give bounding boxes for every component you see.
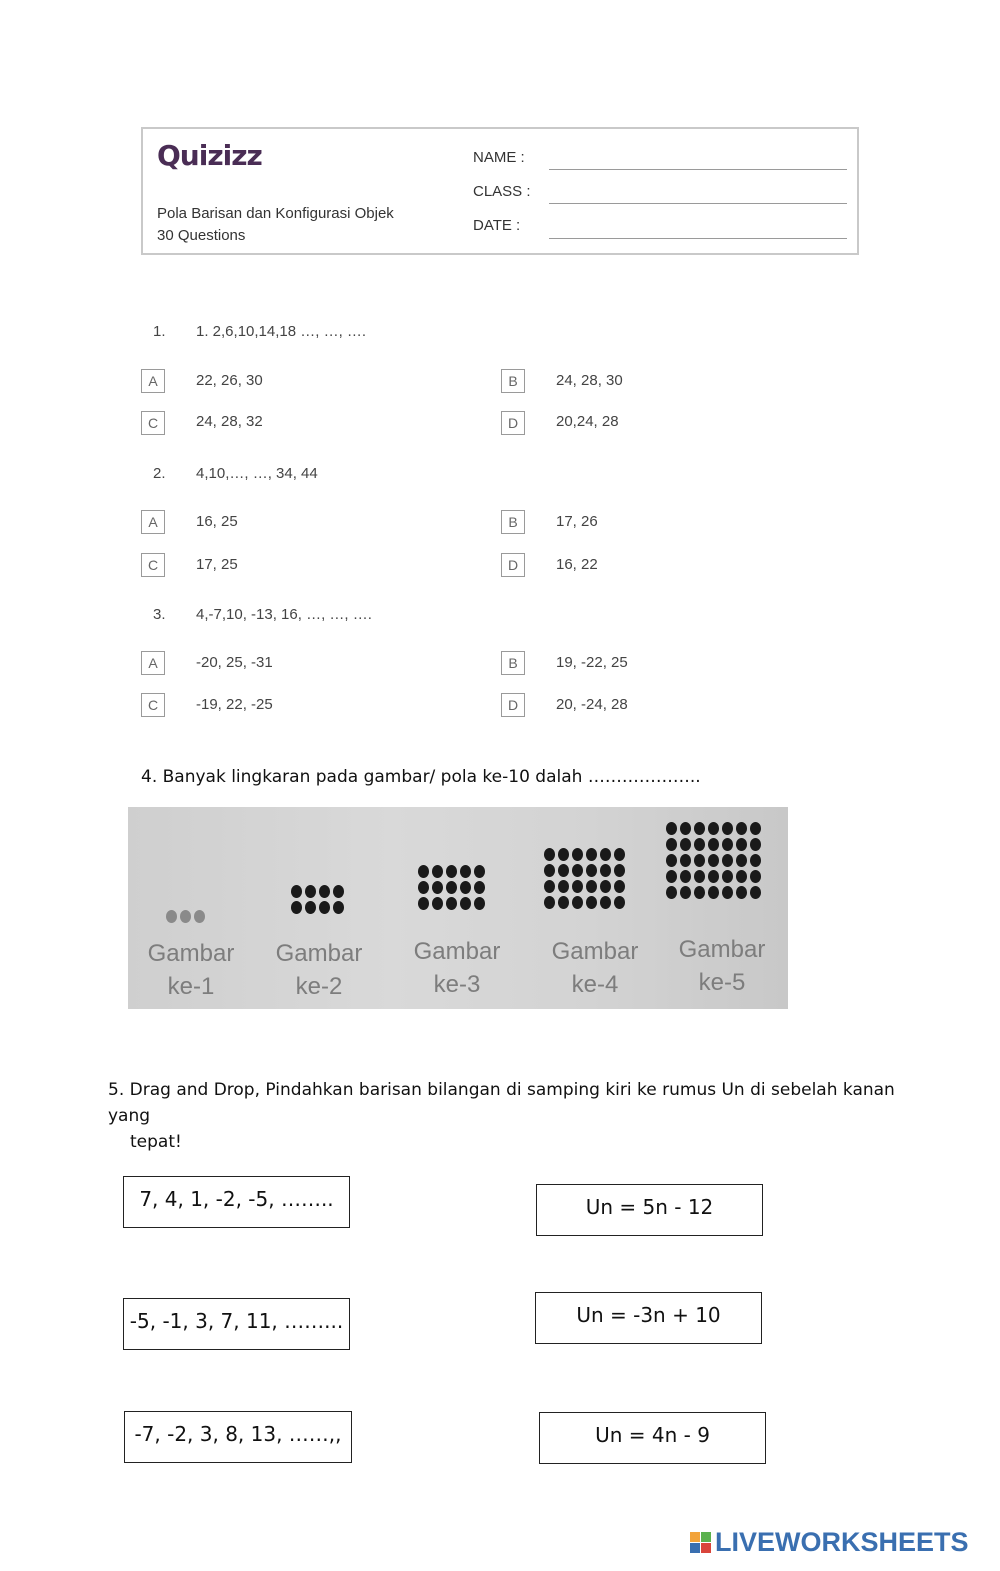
circle-dot <box>558 848 569 861</box>
quiz-title: Pola Barisan dan Konfigurasi Objek <box>157 205 394 222</box>
option-b-box[interactable]: B <box>501 369 525 393</box>
circle-dot <box>194 910 205 923</box>
circle-dot <box>319 885 330 898</box>
name-field[interactable] <box>549 169 847 170</box>
option-a-text: 22, 26, 30 <box>196 372 263 389</box>
circle-dot <box>600 880 611 893</box>
option-a-box[interactable]: A <box>141 369 165 393</box>
option-b-box[interactable]: B <box>501 651 525 675</box>
circle-dot <box>614 848 625 861</box>
circle-dot <box>558 896 569 909</box>
circle-dot <box>544 864 555 877</box>
circle-dot <box>432 865 443 878</box>
circle-dot <box>666 886 677 899</box>
option-c-box[interactable]: C <box>141 553 165 577</box>
circle-dot <box>432 881 443 894</box>
circle-dot <box>446 897 457 910</box>
circle-dot <box>736 870 747 883</box>
quiz-header-card <box>141 127 859 255</box>
circle-dot <box>614 880 625 893</box>
circle-dot <box>722 822 733 835</box>
option-d-box[interactable]: D <box>501 693 525 717</box>
circle-dot <box>446 865 457 878</box>
circle-dot <box>474 881 485 894</box>
question-5-text: 5. Drag and Drop, Pindahkan barisan bilangan di samping kiri ke rumus Un di sebelah kanan yang tepat! <box>108 1080 895 1152</box>
circle-dot <box>736 854 747 867</box>
circle-dot <box>572 880 583 893</box>
circle-dot <box>418 881 429 894</box>
circle-dot <box>460 897 471 910</box>
circle-dot <box>708 838 719 851</box>
circle-dot <box>600 864 611 877</box>
circle-dot <box>180 910 191 923</box>
option-a-box[interactable]: A <box>141 510 165 534</box>
circle-dot <box>166 910 177 923</box>
option-b-text: 19, -22, 25 <box>556 654 628 671</box>
circle-dot <box>558 880 569 893</box>
pattern-4-dots <box>544 848 625 909</box>
circle-dot <box>680 854 691 867</box>
circle-dot <box>722 870 733 883</box>
circle-dot <box>666 870 677 883</box>
circle-dot <box>558 864 569 877</box>
circle-dot <box>333 885 344 898</box>
option-d-text: 20,24, 28 <box>556 413 619 430</box>
question-text: 1. 2,6,10,14,18 …, …, …. <box>196 323 367 340</box>
circle-dot <box>708 870 719 883</box>
liveworksheets-icon <box>690 1532 711 1553</box>
date-field[interactable] <box>549 238 847 239</box>
liveworksheets-logo <box>690 1527 969 1558</box>
circle-dot <box>586 864 597 877</box>
circle-dot <box>586 848 597 861</box>
circle-dot <box>750 870 761 883</box>
circle-dot <box>586 896 597 909</box>
circle-dot <box>572 864 583 877</box>
circle-dot <box>291 885 302 898</box>
formula-drop-target[interactable]: Un = 5n - 12 <box>536 1184 763 1236</box>
circle-dot <box>446 881 457 894</box>
pattern-5-caption: Gambar ke-5 <box>678 936 766 996</box>
circle-dot <box>418 865 429 878</box>
pattern-1-dots <box>166 910 205 923</box>
class-field[interactable] <box>549 203 847 204</box>
option-d-box[interactable]: D <box>501 411 525 435</box>
name-label: NAME : <box>473 149 525 166</box>
pattern-4-caption: Gambar ke-4 <box>551 938 639 998</box>
circle-dot <box>572 848 583 861</box>
circle-dot <box>305 885 316 898</box>
circle-dot <box>600 848 611 861</box>
circle-dot <box>722 886 733 899</box>
pattern-5-dots <box>666 822 761 899</box>
circle-dot <box>736 838 747 851</box>
circle-dot <box>750 886 761 899</box>
circle-dot <box>305 901 316 914</box>
dot-pattern-photo <box>128 807 788 1009</box>
circle-dot <box>722 854 733 867</box>
circle-dot <box>666 854 677 867</box>
question-number: 1. <box>153 323 166 340</box>
date-label: DATE : <box>473 217 521 234</box>
option-c-text: -19, 22, -25 <box>196 696 273 713</box>
circle-dot <box>544 896 555 909</box>
circle-dot <box>600 896 611 909</box>
circle-dot <box>586 880 597 893</box>
circle-dot <box>750 822 761 835</box>
circle-dot <box>474 865 485 878</box>
circle-dot <box>750 838 761 851</box>
circle-dot <box>694 822 705 835</box>
option-d-box[interactable]: D <box>501 553 525 577</box>
option-d-text: 20, -24, 28 <box>556 696 628 713</box>
circle-dot <box>736 822 747 835</box>
option-c-text: 17, 25 <box>196 556 238 573</box>
formula-drop-target[interactable]: Un = -3n + 10 <box>535 1292 762 1344</box>
circle-dot <box>680 822 691 835</box>
circle-dot <box>460 881 471 894</box>
circle-dot <box>736 886 747 899</box>
circle-dot <box>572 896 583 909</box>
pattern-2-caption: Gambar ke-2 <box>275 940 363 1000</box>
option-c-box[interactable]: C <box>141 411 165 435</box>
question-text: 4,10,…, …, 34, 44 <box>196 465 318 482</box>
circle-dot <box>708 886 719 899</box>
question-4-text: 4. Banyak lingkaran pada gambar/ pola ke-10 dalah ……………….. <box>141 767 701 787</box>
circle-dot <box>694 854 705 867</box>
circle-dot <box>694 838 705 851</box>
circle-dot <box>432 897 443 910</box>
pattern-3-caption: Gambar ke-3 <box>413 938 501 998</box>
quizizz-logo: Quizizz <box>157 139 262 172</box>
circle-dot <box>418 897 429 910</box>
circle-dot <box>460 865 471 878</box>
circle-dot <box>694 886 705 899</box>
pattern-2-dots <box>291 885 344 914</box>
option-d-text: 16, 22 <box>556 556 598 573</box>
question-number: 3. <box>153 606 166 623</box>
pattern-3-dots <box>418 865 485 910</box>
circle-dot <box>666 822 677 835</box>
option-b-text: 24, 28, 30 <box>556 372 623 389</box>
option-a-text: 16, 25 <box>196 513 238 530</box>
circle-dot <box>614 864 625 877</box>
option-c-text: 24, 28, 32 <box>196 413 263 430</box>
sequence-drag-item[interactable]: -5, -1, 3, 7, 11, ……... <box>123 1298 350 1350</box>
circle-dot <box>474 897 485 910</box>
circle-dot <box>291 901 302 914</box>
quiz-question-count: 30 Questions <box>157 227 246 244</box>
circle-dot <box>750 854 761 867</box>
sequence-drag-item[interactable]: 7, 4, 1, -2, -5, …….. <box>123 1176 350 1228</box>
option-c-box[interactable]: C <box>141 693 165 717</box>
circle-dot <box>544 880 555 893</box>
circle-dot <box>722 838 733 851</box>
circle-dot <box>319 901 330 914</box>
option-b-box[interactable]: B <box>501 510 525 534</box>
circle-dot <box>680 886 691 899</box>
question-text: 4,-7,10, -13, 16, …, …, …. <box>196 606 372 623</box>
class-label: CLASS : <box>473 183 531 200</box>
circle-dot <box>708 854 719 867</box>
circle-dot <box>694 870 705 883</box>
option-a-box[interactable]: A <box>141 651 165 675</box>
circle-dot <box>666 838 677 851</box>
circle-dot <box>614 896 625 909</box>
liveworksheets-brand: LIVEWORKSHEETS <box>715 1527 969 1557</box>
option-b-text: 17, 26 <box>556 513 598 530</box>
circle-dot <box>544 848 555 861</box>
pattern-1-caption: Gambar ke-1 <box>147 940 235 1000</box>
formula-drop-target[interactable]: Un = 4n - 9 <box>539 1412 766 1464</box>
question-number: 2. <box>153 465 166 482</box>
circle-dot <box>708 822 719 835</box>
circle-dot <box>333 901 344 914</box>
circle-dot <box>680 870 691 883</box>
option-a-text: -20, 25, -31 <box>196 654 273 671</box>
sequence-drag-item[interactable]: -7, -2, 3, 8, 13, ……,, <box>124 1411 352 1463</box>
circle-dot <box>680 838 691 851</box>
